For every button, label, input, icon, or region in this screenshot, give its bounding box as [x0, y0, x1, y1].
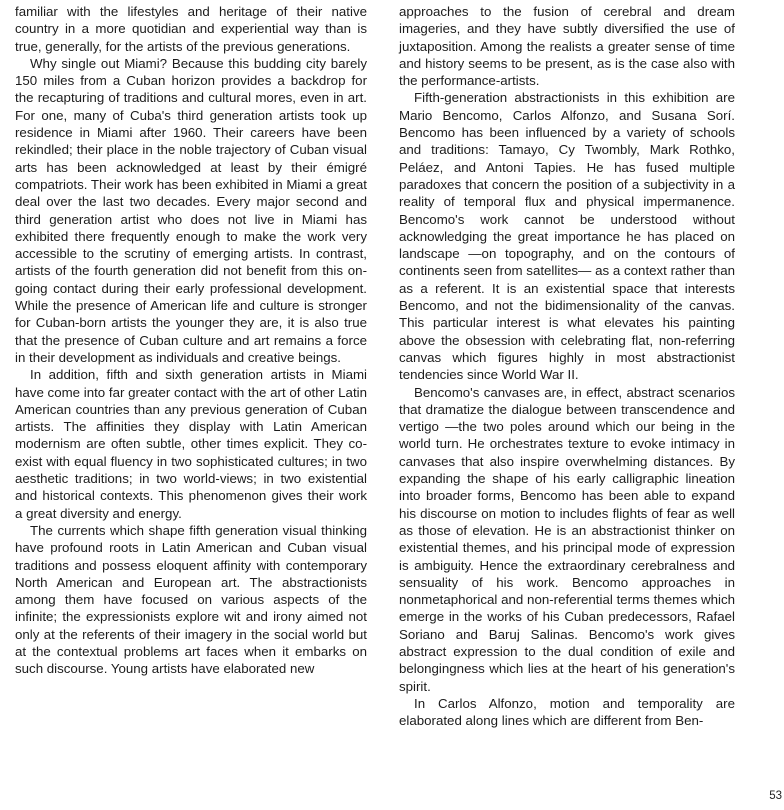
- text-column-right: [399, 3, 735, 729]
- paragraph: Fifth-generation abstractionists in this exhibition are Mario Bencomo, Carlos Alfonzo, and Susana Sorí. Bencomo has been influenced by a variety of schools and traditions: Tamayo, Cy Twombly, Mark Rothko, Peláez, and Antoni Tapies. He has fused multiple paradoxes that concern the position of a subjectivity in a reality of temporal flux and physical impermanence. Bencomo's work cannot be understood without acknowledging the great importance he has placed on landscape —on topography, and on the contours of continents seen from satellites— as a context rather than as a referent. It is an existential space that interests Bencomo, and not the bidimensionality of the canvas. This particular interest is what elevates his painting above the obsession with celebrating flat, non-referring canvas which figures highly in most abstractionist tendencies since World War II.: [399, 90, 735, 383]
- paragraph: The currents which shape fifth generation visual thinking have profound roots in Latin American and Cuban visual traditions and possess eloquent affinity with contemporary North American and European art. The abstractionists among them have focused on various aspects of the infinite; the expressionists explore wit and irony aimed not only at the referents of their imagery in the social world but at the contextual problems art faces when it embarks on such discourse. Young artists have elaborated new: [15, 522, 367, 677]
- paragraph: approaches to the fusion of cerebral and dream imageries, and they have subtly diversified the use of juxtaposition. Among the realists a greater sense of time and history seems to be present, as is the case also with the performance-artists.: [399, 4, 735, 89]
- paragraph: Why single out Miami? Because this budding city barely 150 miles from a Cuban horizon provides a backdrop for the recapturing of traditions and cultural mores, even in art. For one, many of Cuba's third generation artists took up residence in Miami after 1960. Their careers have been rekindled; their place in the noble trajectory of Cuban visual arts has been acknowledged at least by their émigré compatriots. Their work has been exhibited in Miami a great deal over the last two decades. Every major second and third generation artist who does not live in Miami has exhibited there frequently enough to make the work very accessible to the scrutiny of emerging artists. In contrast, artists of the fourth generation did not benefit from this on-going contact during their early professional development. While the presence of American life and culture is stronger for Cuban-born artists the younger they are, it is also true that the presence of Cuban culture and art remains a force in their development as individuals and creative beings.: [15, 55, 367, 365]
- text-column-left: [15, 3, 367, 678]
- paragraph: Bencomo's canvases are, in effect, abstract scenarios that dramatize the dialogue between transcendence and vertigo —the two poles around which our being in the world turn. He orchestrates texture to evoke intimacy in canvases that also inspire overwhelming distances. By expanding the shape of his early calligraphic lineation into broader forms, Bencomo has been able to expand his discourse on motion to includes flights of fear as well as those of elevation. He is an abstractionist thinker on existential themes, and his principal mode of expression is ambiguity. Hence the extraordinary cerebralness and sensuality of his work. Bencomo approaches in nonmetaphorical and non-referential terms themes which emerge in the works of his Cuban predecessors, Rafael Soriano and Baruj Salinas. Bencomo's work gives abstract expression to the dual condition of exile and belongingness which lies at the heart of his generation's spirit.: [399, 384, 735, 694]
- paragraph: In addition, fifth and sixth generation artists in Miami have come into far greater contact with the art of other Latin American countries than any previous generation of Cuban artists. The affinities they display with Latin American modernism are often subtle, other times explicit. They co-exist with equal fluency in two sophisticated cultures; in two aesthetic traditions; in two world-views; in two existential and historical contexts. This phenomenon gives their work a great diversity and energy.: [15, 367, 367, 521]
- paragraph: In Carlos Alfonzo, motion and temporality are elaborated along lines which are different from Ben-: [399, 695, 735, 729]
- page-number: 53: [769, 790, 782, 802]
- paragraph: familiar with the lifestyles and heritage of their native country in a more quotidian and experiential way than is true, generally, for the artists of the previous generations.: [15, 4, 367, 54]
